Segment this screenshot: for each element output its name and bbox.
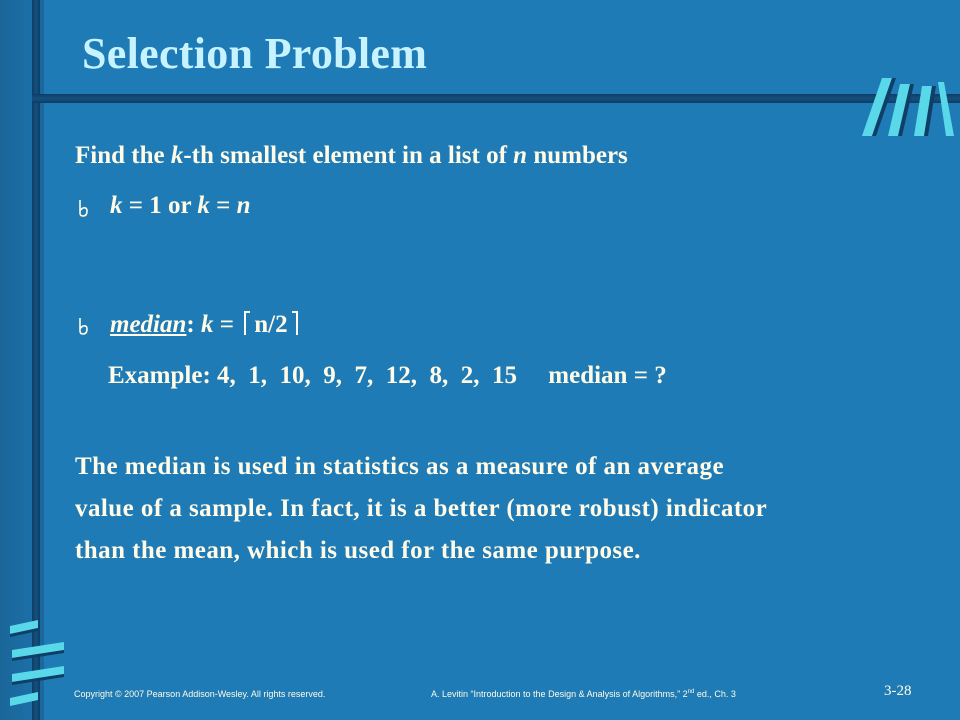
paragraph-line: value of a sample. In fact, it is a better (more robust) indicator [75,495,768,522]
text-fragment: = 1 or [122,192,198,219]
text-fragment: -th smallest element in a list of [183,142,514,169]
book-citation [431,689,736,699]
copyright-notice: Copyright © 2007 Pearson Addison-Wesley. All rights reserved. [74,689,326,699]
top-horizontal-rule [32,94,960,103]
text-fragment: : [186,311,201,338]
ceiling-left-icon [242,310,252,336]
bullet-median [110,310,302,339]
slanted-bars-bottom-icon [4,612,74,710]
paragraph-line: than the mean, which is used for the same purpose. [75,537,641,564]
variable-n: n [513,142,528,169]
page-number: 3-28 [884,683,912,699]
slide-title: Selection Problem [82,29,428,78]
citation-text: A. Levitin “Introduction to the Design & Analysis of Algorithms,” 2 [431,689,688,699]
text-fragment: = [209,192,237,219]
text-fragment: Find the [75,142,171,169]
median-term: median [110,311,187,338]
paragraph-line: The median is used in statistics as a measure of an average [75,453,724,480]
bullet-icon [76,199,88,217]
bullet-extremes [110,192,251,220]
variable-k: k [200,311,214,338]
slanted-bars-top-icon [858,76,954,138]
citation-superscript: nd [687,689,695,695]
problem-statement [75,142,628,170]
example-line: Example: 4, 1, 10, 9, 7, 12, 8, 2, 15 median = ? [108,362,667,389]
bullet-icon [76,317,88,335]
ceiling-right-icon [290,310,300,336]
text-fragment: numbers [527,142,628,169]
median-explanation [75,446,767,572]
median-expression: n/2 [254,311,288,338]
citation-text: ed., Ch. 3 [694,689,736,699]
variable-k: k [110,192,123,219]
variable-n: n [236,192,251,219]
text-fragment: = [213,311,241,338]
variable-k: k [197,192,210,219]
variable-k: k [170,142,184,169]
